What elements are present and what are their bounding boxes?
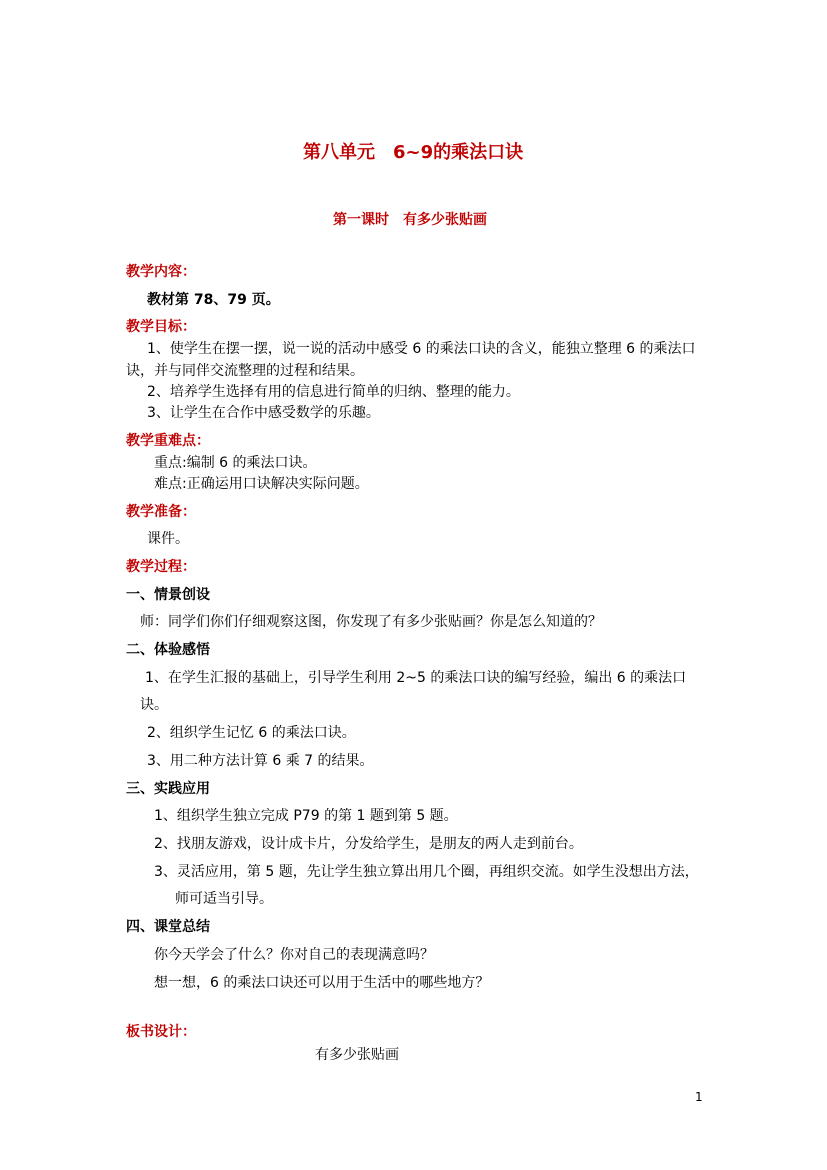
section-line: 你今天学会了什么？你对自己的表现满意吗？ <box>154 947 434 963</box>
section-line: 1、组织学生独立完成 P79 的第 1 题到第 5 题。 <box>154 808 458 824</box>
board-heading: 板书设计： <box>126 1024 196 1040</box>
section-line: 3、用二种方法计算 6 乘 7 的结果。 <box>147 753 374 769</box>
section-heading: 四、课堂总结 <box>126 919 210 935</box>
board-text: 有多少张贴画 <box>315 1047 399 1063</box>
goal-line: 诀，并与同伴交流整理的过程和结果。 <box>126 363 364 379</box>
keypoint-line: 重点:编制 6 的乘法口诀。 <box>154 455 317 471</box>
keypoint-line: 难点:正确运用口诀解决实际问题。 <box>154 476 369 492</box>
section-heading: 三、实践应用 <box>126 781 210 797</box>
process-heading: 教学过程： <box>126 559 196 575</box>
goal-line: 2、培养学生选择有用的信息进行简单的归纳、整理的能力。 <box>147 384 520 400</box>
goal-line: 3、让学生在合作中感受数学的乐趣。 <box>147 405 380 421</box>
section-line: 3、灵活应用，第 5 题，先让学生独立算出用几个圈，再组织交流。如学生没想出方法， <box>154 864 699 880</box>
section-line: 1、在学生汇报的基础上，引导学生利用 2~5 的乘法口诀的编写经验，编出 6 的乘法口 <box>145 670 687 686</box>
content-heading: 教学内容： <box>126 264 196 280</box>
section-line: 想一想，6 的乘法口诀还可以用于生活中的哪些地方？ <box>154 975 490 991</box>
prep-text: 课件。 <box>147 531 189 547</box>
section-line: 诀。 <box>140 697 168 713</box>
section-heading: 一、情景创设 <box>126 587 210 603</box>
page-number: 1 <box>695 1090 703 1104</box>
section-heading: 二、体验感悟 <box>126 642 210 658</box>
document-title: 第八单元 6~9的乘法口诀 <box>303 142 524 163</box>
section-line: 2、找朋友游戏，设计成卡片，分发给学生，是朋友的两人走到前台。 <box>154 836 583 852</box>
section-line: 师可适当引导。 <box>175 891 273 907</box>
section-line: 师：同学们你们仔细观察这图，你发现了有多少张贴画？你是怎么知道的？ <box>140 614 602 630</box>
goals-heading: 教学目标： <box>126 319 196 335</box>
section-line: 2、组织学生记忆 6 的乘法口诀。 <box>147 725 356 741</box>
prep-heading: 教学准备： <box>126 504 196 520</box>
keypoints-heading: 教学重难点： <box>126 433 210 449</box>
content-text: 教材第 78、79 页。 <box>147 292 280 308</box>
goal-line: 1、使学生在摆一摆，说一说的活动中感受 6 的乘法口诀的含义，能独立整理 6 的乘法口 <box>147 341 696 357</box>
lesson-subtitle: 第一课时 有多少张贴画 <box>333 212 487 228</box>
